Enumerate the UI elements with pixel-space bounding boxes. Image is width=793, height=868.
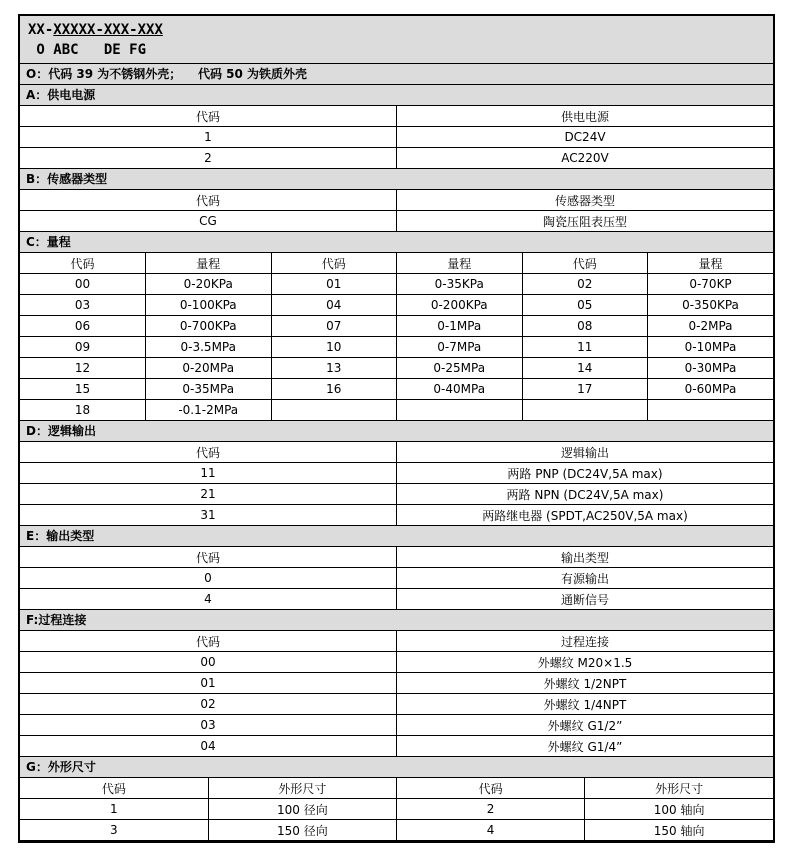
table-cell: -0.1-2MPa (146, 400, 272, 421)
table-cell: 07 (271, 316, 397, 337)
table-cell: 通断信号 (397, 589, 774, 610)
column-header-cell: 外形尺寸 (208, 778, 396, 799)
table-row (20, 778, 773, 799)
table-cell: 0-35MPa (146, 379, 272, 400)
table-cell: 0-35KPa (397, 274, 523, 295)
table-row (20, 736, 773, 757)
table-cell (271, 400, 397, 421)
table-cell: 11 (522, 337, 648, 358)
table-cell: 0-3.5MPa (146, 337, 272, 358)
table-cell: 外螺纹 G1/2” (397, 715, 774, 736)
table-cell: 0-2MPa (648, 316, 774, 337)
title-block (20, 16, 773, 64)
table-cell: 0-7MPa (397, 337, 523, 358)
table-row (20, 274, 773, 295)
table-row (20, 337, 773, 358)
table-row (20, 715, 773, 736)
table-row (20, 127, 773, 148)
table-cell: 04 (271, 295, 397, 316)
table-row (20, 799, 773, 820)
table-cell: 0-10MPa (648, 337, 774, 358)
section-b-table (20, 189, 773, 232)
column-header-cell: 量程 (648, 253, 774, 274)
table-cell: 00 (20, 652, 397, 673)
section-b-heading: B：传感器类型 (20, 169, 773, 189)
column-header-cell: 代码 (20, 547, 397, 568)
column-header-cell: 代码 (271, 253, 397, 274)
table-cell: 11 (20, 463, 397, 484)
table-row (20, 652, 773, 673)
table-cell: 15 (20, 379, 146, 400)
table-cell: 两路继电器 (SPDT,AC250V,5A max) (397, 505, 774, 526)
table-row (20, 631, 773, 652)
table-cell: 0-350KPa (648, 295, 774, 316)
section-f-heading: F:过程连接 (20, 610, 773, 630)
model-code-underlined: XXXXX-XXX-XXX (53, 22, 163, 38)
table-cell: 2 (20, 148, 397, 169)
table-row (20, 589, 773, 610)
column-header-cell: 代码 (20, 190, 397, 211)
table-cell: 01 (271, 274, 397, 295)
table-cell: 08 (522, 316, 648, 337)
table-cell: 31 (20, 505, 397, 526)
table-row (20, 253, 773, 274)
section-d-table (20, 441, 773, 526)
table-cell (648, 400, 774, 421)
table-cell: 两路 NPN (DC24V,5A max) (397, 484, 774, 505)
table-cell: 10 (271, 337, 397, 358)
table-row (20, 358, 773, 379)
table-cell: 12 (20, 358, 146, 379)
table-cell (522, 400, 648, 421)
table-cell: 21 (20, 484, 397, 505)
column-header-cell: 量程 (146, 253, 272, 274)
column-header-cell: 代码 (20, 631, 397, 652)
table-row (20, 463, 773, 484)
table-row (20, 400, 773, 421)
table-cell: 0-100KPa (146, 295, 272, 316)
column-header-cell: 输出类型 (397, 547, 774, 568)
table-cell: 0-30MPa (648, 358, 774, 379)
table-row (20, 190, 773, 211)
table-row (20, 148, 773, 169)
table-cell: 00 (20, 274, 146, 295)
table-row (20, 505, 773, 526)
table-row (20, 568, 773, 589)
model-code-prefix: XX- (28, 22, 54, 38)
table-cell: 0-25MPa (397, 358, 523, 379)
table-cell: 0-20MPa (146, 358, 272, 379)
section-g-table (20, 777, 773, 841)
table-row (20, 316, 773, 337)
table-cell: 04 (20, 736, 397, 757)
table-cell: 18 (20, 400, 146, 421)
table-row (20, 484, 773, 505)
table-row (20, 295, 773, 316)
table-cell: 0-200KPa (397, 295, 523, 316)
table-cell: 外螺纹 M20×1.5 (397, 652, 774, 673)
column-header-cell: 外形尺寸 (585, 778, 773, 799)
section-c-table (20, 252, 773, 421)
ordering-code-document (18, 14, 775, 843)
table-cell: 0-60MPa (648, 379, 774, 400)
table-cell: 03 (20, 715, 397, 736)
table-cell: 外螺纹 1/2NPT (397, 673, 774, 694)
table-cell: 1 (20, 799, 208, 820)
table-cell: 两路 PNP (DC24V,5A max) (397, 463, 774, 484)
table-cell: 09 (20, 337, 146, 358)
column-header-cell: 代码 (20, 106, 397, 127)
table-cell: 4 (20, 589, 397, 610)
section-a-heading: A：供电电源 (20, 85, 773, 105)
table-cell: 外螺纹 1/4NPT (397, 694, 774, 715)
table-cell: 16 (271, 379, 397, 400)
table-cell: 0-70KP (648, 274, 774, 295)
table-row (20, 673, 773, 694)
column-header-cell: 量程 (397, 253, 523, 274)
table-cell: 0-40MPa (397, 379, 523, 400)
table-row (20, 547, 773, 568)
table-cell: 17 (522, 379, 648, 400)
table-cell: 1 (20, 127, 397, 148)
section-a-table (20, 105, 773, 169)
column-header-cell: 代码 (20, 442, 397, 463)
table-cell (397, 400, 523, 421)
table-row (20, 106, 773, 127)
table-cell: 2 (397, 799, 585, 820)
table-cell: 150 径向 (208, 820, 396, 841)
table-cell: 外螺纹 G1/4” (397, 736, 774, 757)
section-f-table (20, 630, 773, 757)
table-cell: 0-700KPa (146, 316, 272, 337)
table-cell: 02 (522, 274, 648, 295)
model-code (28, 20, 765, 40)
column-header-cell: 供电电源 (397, 106, 774, 127)
table-cell: 100 轴向 (585, 799, 773, 820)
table-cell: 03 (20, 295, 146, 316)
section-g-heading: G：外形尺寸 (20, 757, 773, 777)
column-header-cell: 代码 (20, 253, 146, 274)
column-header-cell: 代码 (397, 778, 585, 799)
table-cell: 06 (20, 316, 146, 337)
column-header-cell: 代码 (20, 778, 208, 799)
table-cell: DC24V (397, 127, 774, 148)
column-header-cell: 过程连接 (397, 631, 774, 652)
table-cell: 0 (20, 568, 397, 589)
table-cell: CG (20, 211, 397, 232)
section-d-heading: D：逻辑输出 (20, 421, 773, 441)
table-cell: 14 (522, 358, 648, 379)
section-o-note: O：代码 39 为不锈钢外壳； 代码 50 为铁质外壳 (20, 64, 773, 85)
table-row (20, 379, 773, 400)
table-cell: 3 (20, 820, 208, 841)
table-cell: 陶瓷压阻表压型 (397, 211, 774, 232)
table-row (20, 211, 773, 232)
column-header-cell: 传感器类型 (397, 190, 774, 211)
table-cell: 0-1MPa (397, 316, 523, 337)
table-cell: 100 径向 (208, 799, 396, 820)
table-cell: 05 (522, 295, 648, 316)
code-position-legend: O ABC DE FG (28, 42, 147, 58)
table-cell: 4 (397, 820, 585, 841)
column-header-cell: 代码 (522, 253, 648, 274)
table-cell: 02 (20, 694, 397, 715)
table-row (20, 820, 773, 841)
table-cell: AC220V (397, 148, 774, 169)
table-cell: 0-20KPa (146, 274, 272, 295)
section-e-heading: E：输出类型 (20, 526, 773, 546)
table-cell: 有源输出 (397, 568, 774, 589)
table-row (20, 442, 773, 463)
section-e-table (20, 546, 773, 610)
table-row (20, 694, 773, 715)
section-c-heading: C：量程 (20, 232, 773, 252)
column-header-cell: 逻辑输出 (397, 442, 774, 463)
table-cell: 01 (20, 673, 397, 694)
table-cell: 13 (271, 358, 397, 379)
table-cell: 150 轴向 (585, 820, 773, 841)
